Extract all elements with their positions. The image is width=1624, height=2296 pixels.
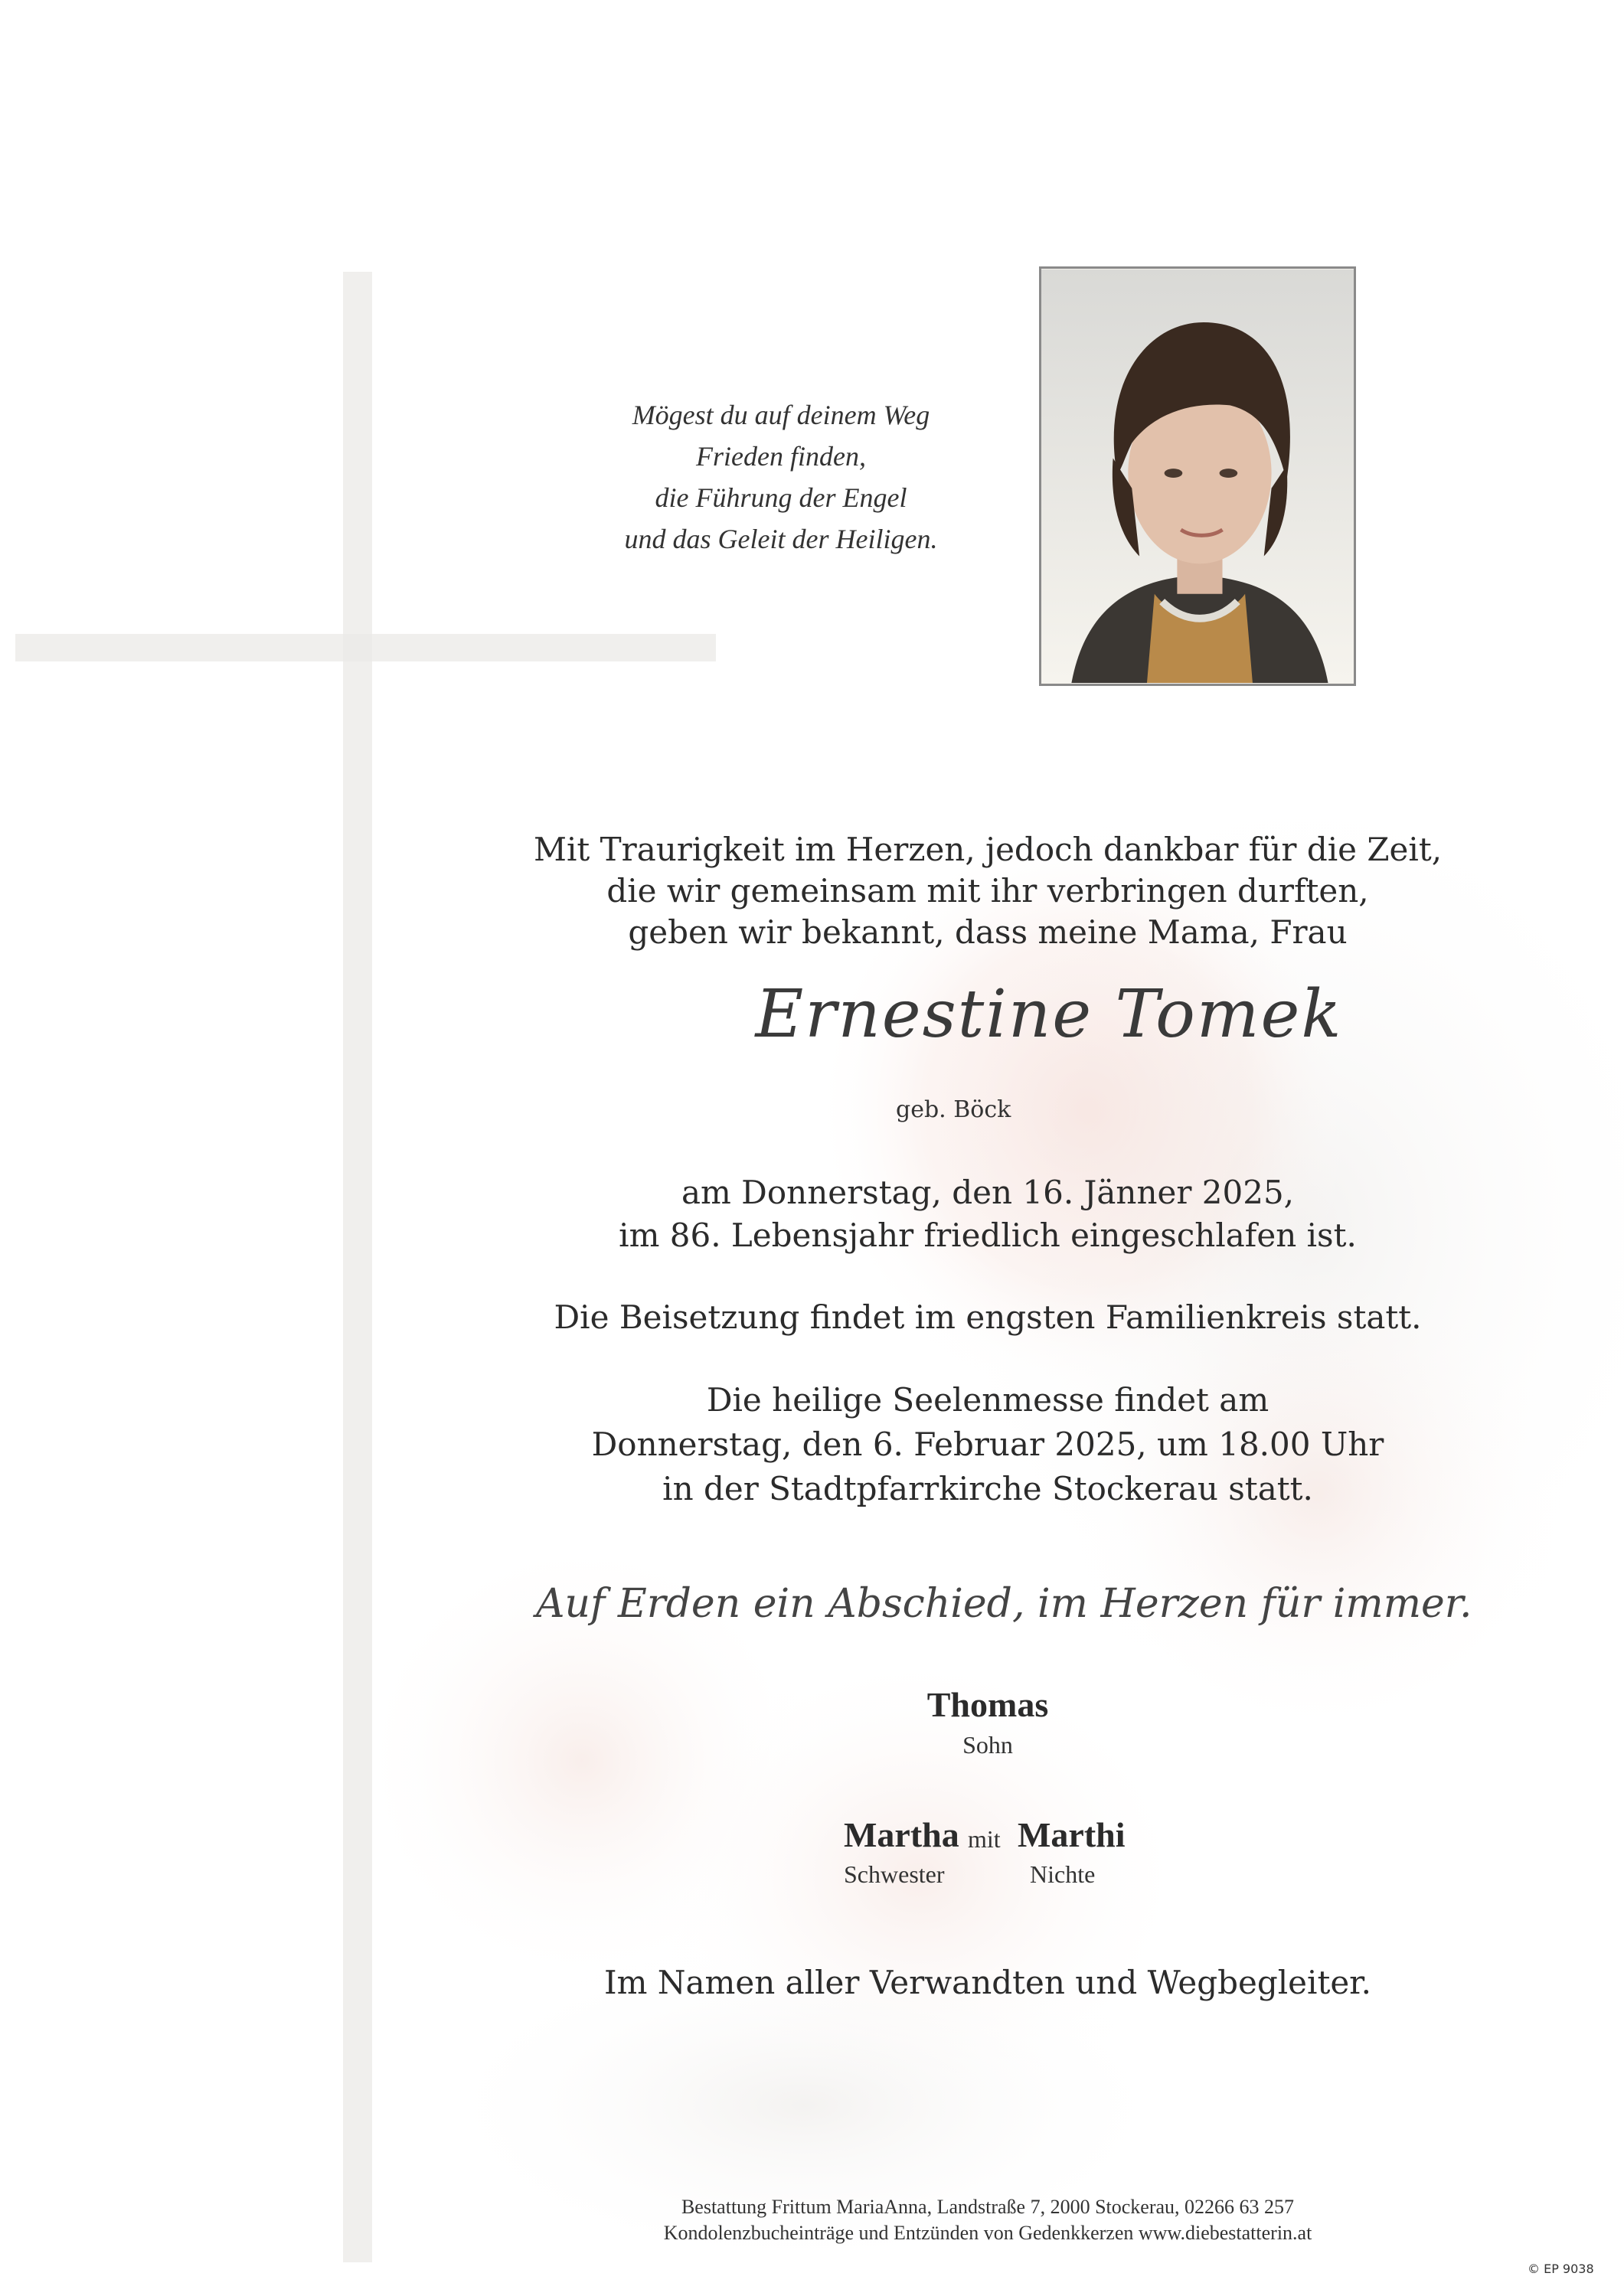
intro-line: die wir gemeinsam mit ihr verbringen durften, — [606, 872, 1369, 910]
signoff: Im Namen aller Verwandten und Wegbegleiter. — [603, 1964, 1371, 2001]
mass-line: Die heilige Seelenmesse findet am — [706, 1381, 1269, 1419]
portrait-image — [1041, 269, 1354, 684]
mourner-connector: mit — [968, 1825, 1001, 1853]
footer-line: Bestattung Frittum MariaAnna, Landstraße 7, 2000 Stockerau, 02266 63 257 — [681, 2196, 1295, 2218]
copyright: © EP 9038 — [1528, 2262, 1594, 2276]
intro-text — [429, 829, 1547, 953]
death-notice — [429, 1171, 1547, 1257]
mass-line: in der Stadtpfarrkirche Stockerau statt. — [662, 1470, 1313, 1507]
intro-line: Mit Traurigkeit im Herzen, jedoch dankbar für die Zeit, — [533, 831, 1443, 868]
footer-line: Kondolenzbucheinträge und Entzünden von Gedenkkerzen www.diebestatterin.at — [663, 2222, 1312, 2244]
verse — [582, 394, 980, 560]
mass-line: Donnerstag, den 6. Februar 2025, um 18.00 Uhr — [591, 1426, 1384, 1463]
burial-notice: Die Beisetzung findet im engsten Familienkreis statt. — [554, 1298, 1422, 1336]
mourner-thomas — [835, 1684, 1141, 1759]
portrait-photo — [1039, 266, 1356, 686]
mourner-relation: Nichte — [1030, 1860, 1096, 1888]
intro-line: geben wir bekannt, dass meine Mama, Frau — [628, 913, 1348, 951]
verse-line: Mögest du auf deinem Weg — [632, 400, 930, 430]
verse-line: die Führung der Engel — [655, 482, 907, 513]
mourner-name: Martha — [844, 1815, 959, 1854]
verse-line: Frieden finden, — [696, 441, 866, 472]
deceased-name: Ernestine Tomek — [755, 976, 1343, 1053]
mourner-relation: Schwester — [844, 1860, 945, 1888]
footer — [521, 2194, 1455, 2246]
death-line: am Donnerstag, den 16. Jänner 2025, — [681, 1174, 1295, 1211]
mourner-martha — [844, 1814, 1227, 1899]
motto: Auf Erden ein Abschied, im Herzen für immer. — [536, 1581, 1472, 1627]
mourner-relation: Sohn — [962, 1731, 1013, 1759]
mass-notice — [429, 1378, 1547, 1511]
verse-line: und das Geleit der Heiligen. — [624, 524, 938, 554]
death-line: im 86. Lebensjahr friedlich eingeschlafen ist. — [619, 1217, 1357, 1254]
maiden-name: geb. Böck — [896, 1096, 1011, 1123]
cross-vertical — [343, 272, 372, 2262]
mourner-name: Thomas — [926, 1685, 1049, 1724]
mourner-name: Marthi — [1018, 1815, 1126, 1854]
cross-horizontal — [15, 634, 716, 661]
